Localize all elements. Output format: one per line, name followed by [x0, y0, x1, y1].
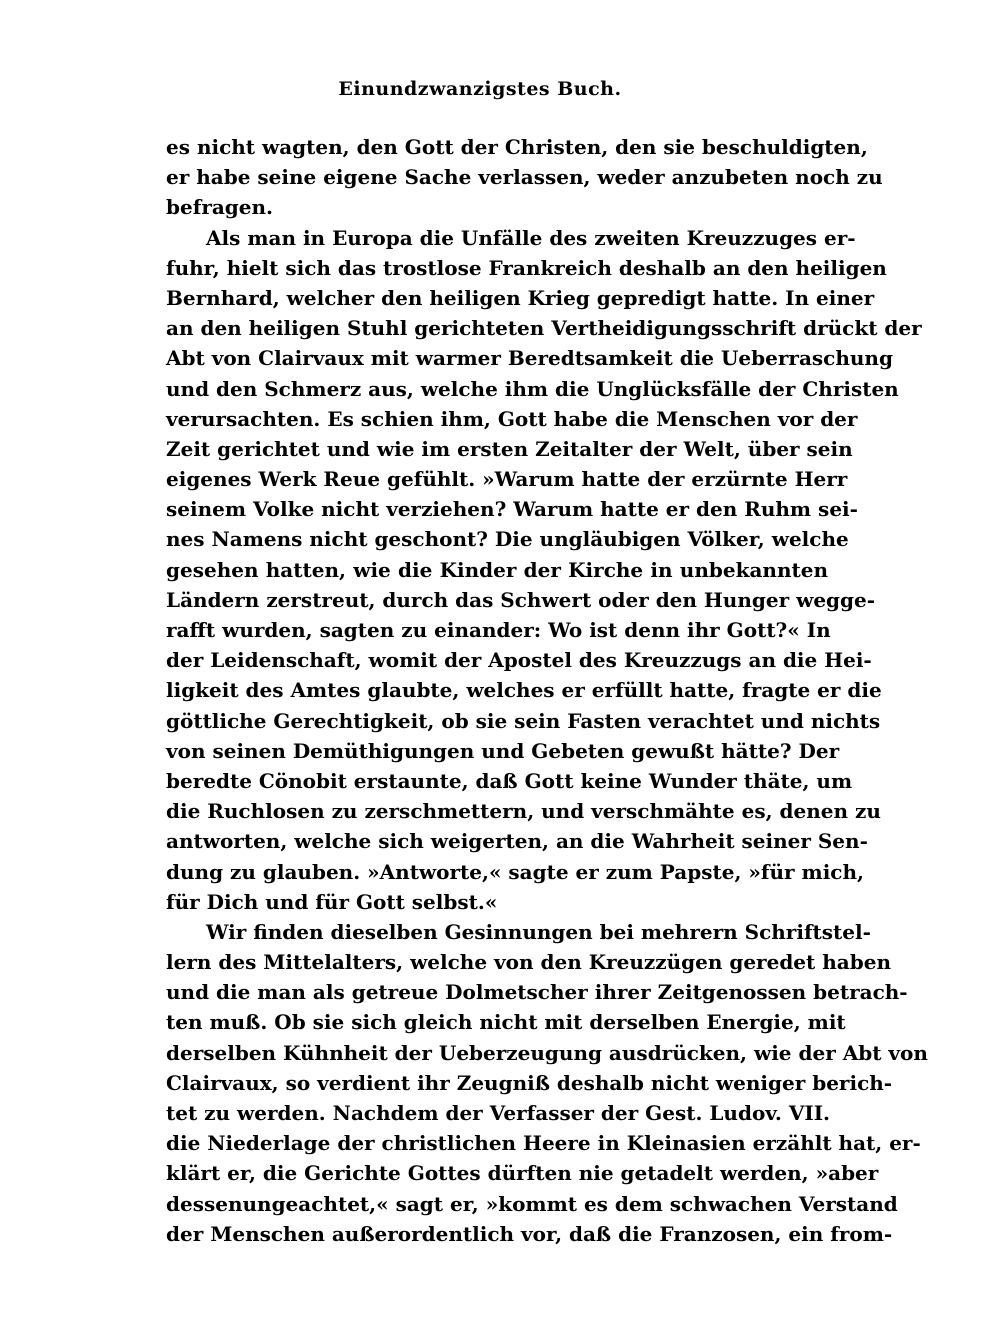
text-line: Als man in Europa die Unfälle des zweiten Kreuzzuges er- — [206, 225, 856, 250]
running-header: Einundzwanzigstes Buch. — [338, 78, 622, 100]
text-line: und den Schmerz aus, welche ihm die Unglücksfälle der Christen — [166, 376, 899, 401]
text-line: an den heiligen Stuhl gerichteten Vertheidigungsschrift drückt der — [166, 316, 922, 341]
text-line: rafft wurden, sagten zu einander: Wo ist denn ihr Gott?« In — [166, 618, 831, 642]
text-line: er habe seine eigene Sache verlassen, weder anzubeten noch zu — [166, 165, 883, 190]
text-line: und die man als getreue Dolmetscher ihrer Zeitgenossen betrach- — [166, 980, 908, 1005]
text-line: seinem Volke nicht verziehen? Warum hatte er den Ruhm sei- — [166, 497, 858, 522]
text-line: für Dich und für Gott selbst.« — [166, 889, 498, 914]
text-line: tet zu werden. Nachdem der Verfasser der Gest. Ludov. VII. — [166, 1101, 831, 1125]
text-line: nes Namens nicht geschont? Die ungläubigen Völker, welche — [166, 527, 849, 552]
text-line: die Ruchlosen zu zerschmettern, und verschmähte es, denen zu — [166, 799, 881, 824]
page-body-text — [166, 132, 928, 1249]
text-line: dung zu glauben. »Antworte,« sagte er zum Papste, »für mich, — [166, 859, 864, 884]
text-line: Bernhard, welcher den heiligen Krieg gepredigt hatte. In einer — [166, 285, 875, 310]
text-line: verursachten. Es schien ihm, Gott habe die Menschen vor der — [166, 406, 858, 431]
text-line: göttliche Gerechtigkeit, ob sie sein Fasten verachtet und nichts — [166, 708, 881, 733]
text-line: der Menschen außerordentlich vor, daß die Franzosen, ein from- — [166, 1221, 893, 1246]
text-line: antworten, welche sich weigerten, an die Wahrheit seiner Sen- — [166, 829, 868, 854]
text-line: derselben Kühnheit der Ueberzeugung ausdrücken, wie der Abt von — [166, 1040, 928, 1065]
text-line: befragen. — [166, 195, 274, 220]
text-line: es nicht wagten, den Gott der Christen, den sie beschuldigten, — [166, 135, 868, 159]
text-line: Wir finden dieselben Gesinnungen bei mehrern Schriftstel- — [206, 919, 871, 944]
text-line: der Leidenschaft, womit der Apostel des Kreuzzugs an die Hei- — [166, 648, 872, 673]
text-line: klärt er, die Gerichte Gottes dürften nie getadelt werden, »aber — [166, 1161, 879, 1186]
text-line: die Niederlage der christlichen Heere in Kleinasien erzählt hat, er- — [166, 1131, 921, 1156]
text-line: lern des Mittelalters, welche von den Kreuzzügen geredet haben — [166, 950, 891, 975]
text-line: dessenungeachtet,« sagt er, »kommt es dem schwachen Verstand — [166, 1191, 898, 1216]
text-line: eigenes Werk Reue gefühlt. »Warum hatte der erzürnte Herr — [166, 467, 848, 492]
text-line: fuhr, hielt sich das trostlose Frankreich deshalb an den heiligen — [166, 255, 887, 280]
text-line: beredte Cönobit erstaunte, daß Gott keine Wunder thäte, um — [166, 768, 853, 793]
text-line: von seinen Demüthigungen und Gebeten gewußt hätte? Der — [166, 738, 840, 763]
text-line: ligkeit des Amtes glaubte, welches er erfüllt hatte, fragte er die — [166, 678, 882, 703]
text-line: Clairvaux, so verdient ihr Zeugniß deshalb nicht weniger berich- — [166, 1070, 893, 1095]
text-line: Zeit gerichtet und wie im ersten Zeitalter der Welt, über sein — [166, 436, 853, 461]
text-line: Abt von Clairvaux mit warmer Beredtsamkeit die Ueberraschung — [166, 346, 893, 371]
text-line: ten muß. Ob sie sich gleich nicht mit derselben Energie, mit — [166, 1010, 846, 1035]
text-line: Ländern zerstreut, durch das Schwert oder den Hunger wegge- — [166, 587, 876, 612]
text-line: gesehen hatten, wie die Kinder der Kirche in unbekannten — [166, 557, 828, 582]
